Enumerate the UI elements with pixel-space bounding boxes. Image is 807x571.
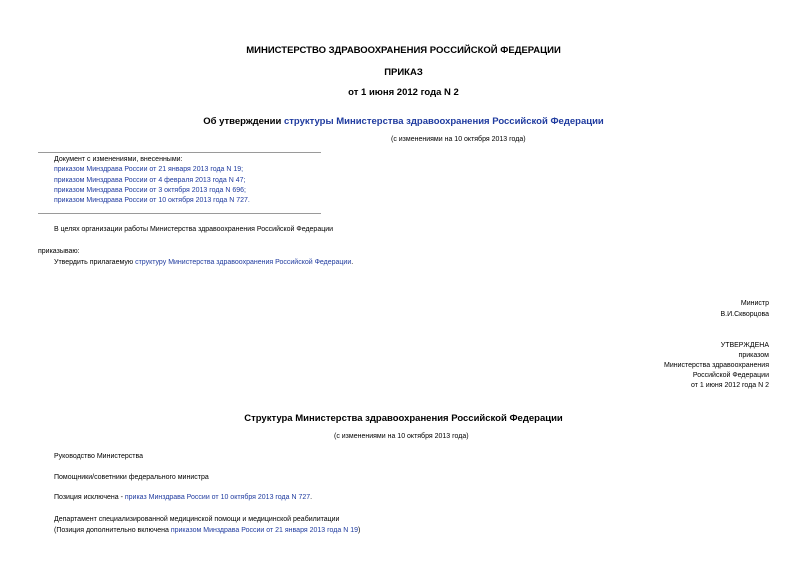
approved-line-1: УТВЕРЖДЕНА [720,342,769,349]
department-note-prefix: (Позиция дополнительно включена [54,527,171,534]
doc-date-number: от 1 июня 2012 года N 2 [348,87,459,98]
order-word: приказываю: [38,248,80,255]
approve-link[interactable]: структуру Министерства здравоохранения Российской Федерации [135,259,352,266]
approve-prefix: Утвердить прилагаемую [54,259,136,266]
department-note-suffix: ) [358,527,361,534]
change-link-2[interactable]: приказом Минздрава России от 4 февраля 2013 года N 47; [54,177,246,184]
changes-bottom-divider [38,213,321,214]
structure-item-leadership: Руководство Министерства [54,453,144,460]
doc-title-link[interactable]: структуры Министерства здравоохранения Российской Федерации [283,116,604,127]
structure-item-department: Департамент специализированной медицинской помощи и медицинской реабилитации [54,516,340,523]
signature-position: Министр [740,300,769,307]
change-link-3[interactable]: приказом Минздрава России от 3 октября 2013 года N 696; [54,187,246,194]
doc-type-heading: ПРИКАЗ [384,67,423,78]
doc-title [0,116,807,127]
structure-item-assistants: Помощники/советники федерального министра [54,474,209,481]
structure-item-excluded [54,494,312,501]
approve-suffix: . [351,259,354,266]
signature-name: В.И.Скворцова [720,311,769,318]
structure-title: Структура Министерства здравоохранения Российской Федерации [244,413,563,424]
approved-line-3: Министерства здравоохранения [664,362,769,369]
changes-top-divider [38,152,321,153]
changes-intro: Документ с изменениями, внесенными: [54,156,183,163]
department-note-link[interactable]: приказом Минздрава России от 21 января 2013 года N 19 [170,527,358,534]
doc-title-prefix: Об утверждении [203,116,284,127]
approved-line-4: Российской Федерации [692,372,769,379]
excluded-order-link[interactable]: приказ Минздрава России от 10 октября 2013 года N 727 [124,494,311,501]
excluded-prefix: Позиция исключена - [54,494,125,501]
excluded-suffix: . [310,494,313,501]
purpose-text: В целях организации работы Министерства здравоохранения Российской Федерации [54,226,334,233]
structure-amended-note: (с изменениями на 10 октября 2013 года) [334,433,469,440]
ministry-heading: МИНИСТЕРСТВО ЗДРАВООХРАНЕНИЯ РОССИЙСКОЙ ФЕДЕРАЦИИ [246,45,561,56]
change-link-4[interactable]: приказом Минздрава России от 10 октября 2013 года N 727. [54,197,250,204]
approved-line-5: от 1 июня 2012 года N 2 [691,382,769,389]
structure-item-department-note [54,527,360,534]
change-link-1[interactable]: приказом Минздрава России от 21 января 2013 года N 19; [54,166,244,173]
approve-line [54,259,353,266]
approved-line-2: приказом [738,352,769,359]
amended-note: (с изменениями на 10 октября 2013 года) [391,136,526,143]
